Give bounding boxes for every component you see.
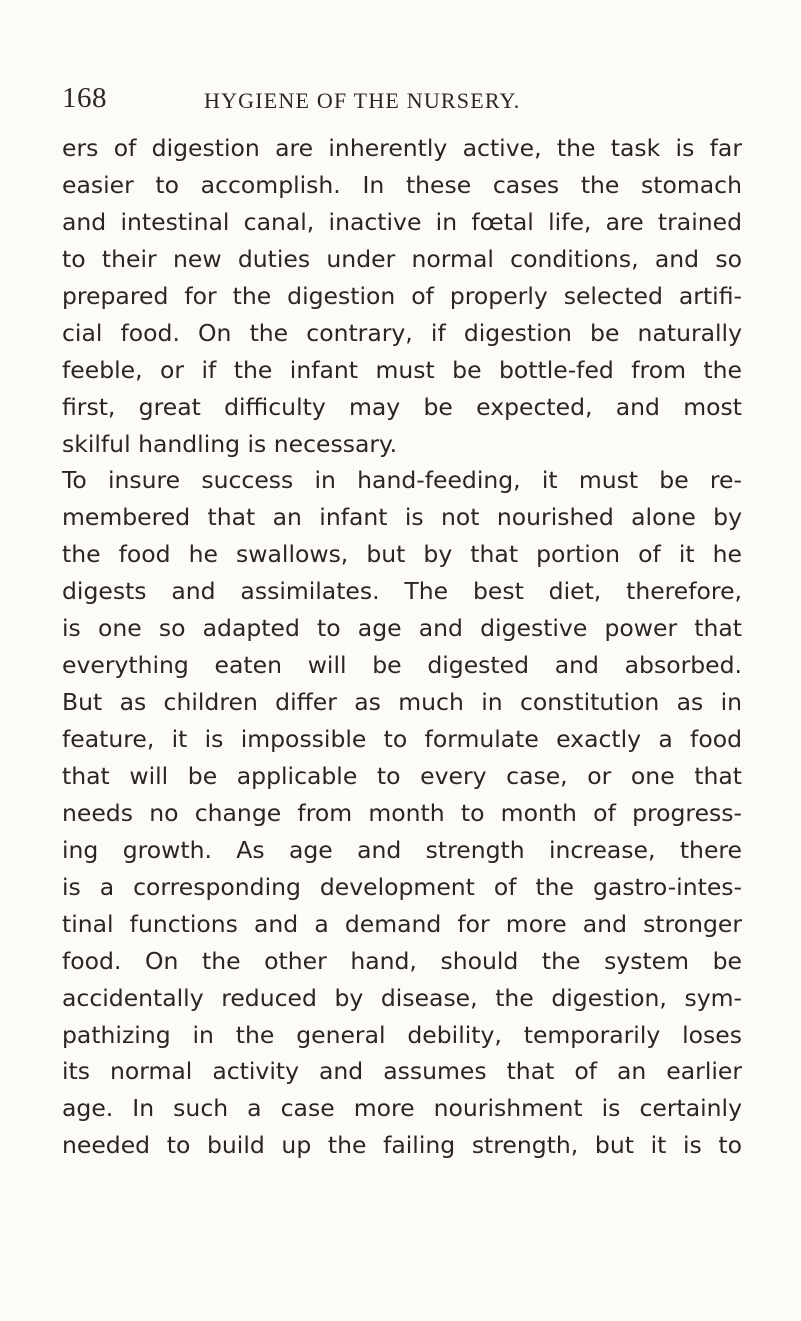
text-line: and intestinal canal, inactive in fœtal life, are trained	[62, 207, 742, 236]
page-header	[62, 82, 742, 122]
text-line: the food he swallows, but by that portion of it he	[62, 540, 742, 569]
text-line: food. On the other hand, should the system be	[62, 946, 742, 975]
text-line: feature, it is impossible to formulate exactly a food	[62, 725, 742, 753]
text-line: easier to accomplish. In these cases the stomach	[62, 170, 742, 199]
text-line: its normal activity and assumes that of an earlier	[62, 1057, 742, 1086]
text-line: that will be applicable to every case, or one that	[62, 761, 742, 790]
text-line: is one so adapted to age and digestive power that	[62, 614, 742, 643]
text-line: feeble, or if the infant must be bottle-fed from the	[62, 355, 742, 384]
text-line: digests and assimilates. The best diet, therefore,	[62, 577, 742, 606]
text-line: prepared for the digestion of properly selected artifi-	[62, 281, 742, 310]
text-line: cial food. On the contrary, if digestion be naturally	[62, 318, 742, 347]
text-line: membered that an infant is not nourished alone by	[62, 503, 742, 532]
text-line: everything eaten will be digested and absorbed.	[62, 651, 742, 680]
text-line: accidentally reduced by disease, the digestion, sym-	[62, 983, 742, 1012]
text-line: ing growth. As age and strength increase, there	[62, 835, 742, 864]
text-line: pathizing in the general debility, temporarily loses	[62, 1020, 742, 1049]
text-line: tinal functions and a demand for more and stronger	[62, 909, 742, 938]
text-line: to their new duties under normal conditions, and so	[62, 244, 742, 273]
text-line: is a corresponding development of the gastro-intes-	[62, 872, 742, 901]
body-text	[62, 130, 742, 1164]
page-number: 168	[62, 82, 107, 114]
text-line: But as children differ as much in constitution as in	[62, 688, 742, 717]
text-line: needed to build up the failing strength, but it is to	[62, 1131, 742, 1160]
text-line: needs no change from month to month of progress-	[62, 798, 742, 827]
text-line: age. In such a case more nourishment is certainly	[62, 1094, 742, 1123]
text-line: ers of digestion are inherently active, the task is far	[62, 134, 742, 162]
running-head: HYGIENE OF THE NURSERY.	[204, 88, 521, 113]
text-line: To insure success in hand-feeding, it must be re-	[62, 466, 742, 495]
text-line: first, great difficulty may be expected, and most	[62, 392, 742, 421]
text-line: skilful handling is necessary.	[62, 429, 398, 458]
